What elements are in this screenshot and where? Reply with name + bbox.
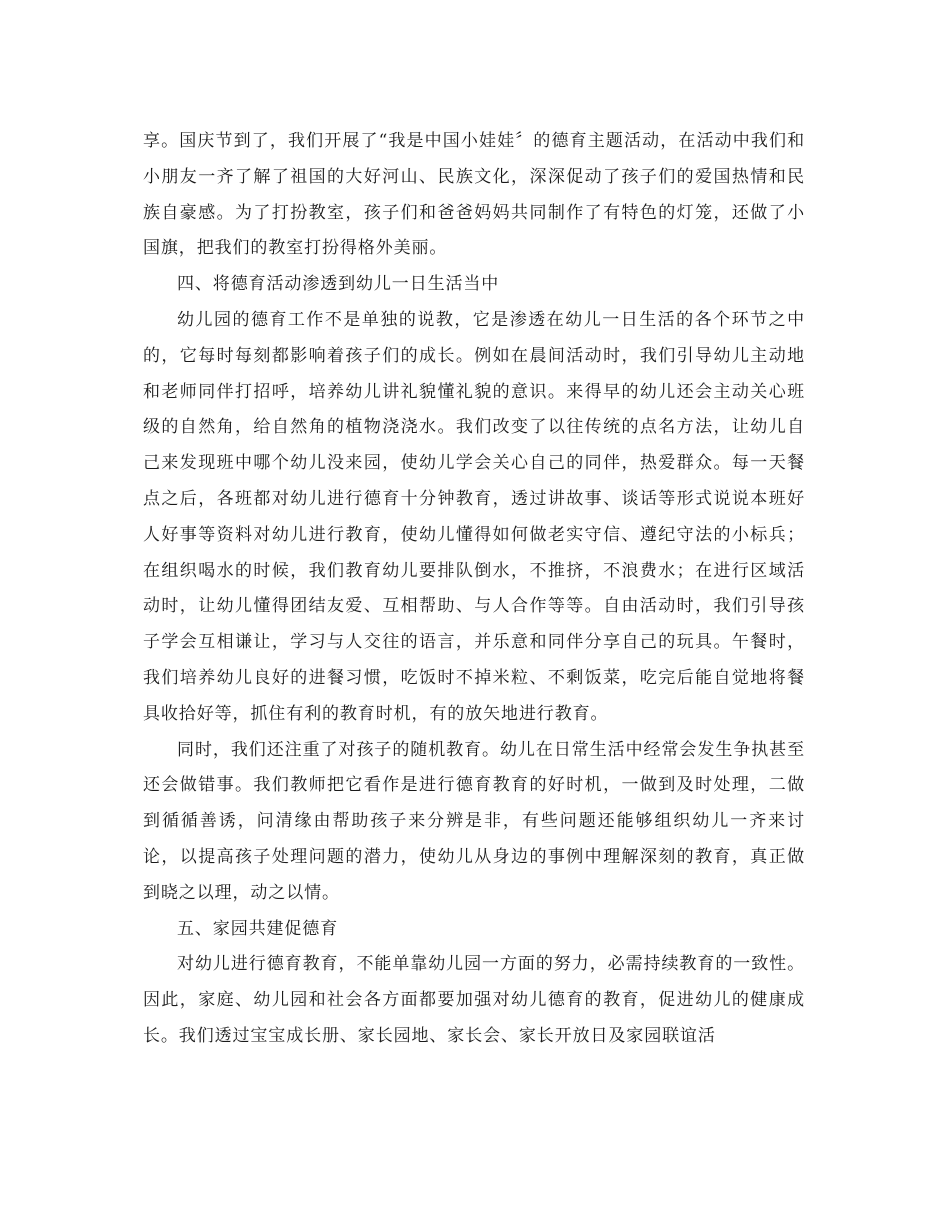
document-body xyxy=(143,124,805,1055)
paragraph-daily-life: 幼儿园的德育工作不是单独的说教，它是渗透在幼儿一日生活的各个环节之中的，它每时每刻都影响着孩子们的成长。例如在晨间活动时，我们引导幼儿主动地和老师同伴打招呼，培养幼儿讲礼貌懂礼貌的意识。来得早的幼儿还会主动关心班级的自然角，给自然角的植物浇浇水。我们改变了以往传统的点名方法，让幼儿自己来发现班中哪个幼儿没来园，使幼儿学会关心自己的同伴，热爱群众。每一天餐点之后，各班都对幼儿进行德育十分钟教育，透过讲故事、谈话等形式说说本班好人好事等资料对幼儿进行教育，使幼儿懂得如何做老实守信、遵纪守法的小标兵；在组织喝水的时候，我们教育幼儿要排队倒水，不推挤，不浪费水；在进行区域活动时，让幼儿懂得团结友爱、互相帮助、与人合作等等。自由活动时，我们引导孩子学会互相谦让，学习与人交往的语言，并乐意和同伴分享自己的玩具。午餐时，我们培养幼儿良好的进餐习惯，吃饭时不掉米粒、不剩饭菜，吃完后能自觉地将餐具收拾好等，抓住有利的教育时机，有的放矢地进行教育。 xyxy=(143,309,805,724)
paragraph-random-education: 同时，我们还注重了对孩子的随机教育。幼儿在日常生活中经常会发生争执甚至还会做错事。我们教师把它看作是进行德育教育的好时机，一做到及时处理，二做到循循善诱，问清缘由帮助孩子来分辨是非，有些问题还能够组织幼儿一齐来讨论，以提高孩子处理问题的潜力，使幼儿从身边的事例中理解深刻的教育，真正做到晓之以理，动之以情。 xyxy=(143,739,805,903)
paragraph-home-school: 对幼儿进行德育教育，不能单靠幼儿园一方面的努力，必需持续教育的一致性。因此，家庭、幼儿园和社会各方面都要加强对幼儿德育的教育，促进幼儿的健康成长。我们透过宝宝成长册、家长园地、家长会、家长开放日及家园联谊活 xyxy=(143,954,805,1046)
paragraph-continuation: 享。国庆节到了，我们开展了“我是中国小娃娃〞的德育主题活动，在活动中我们和小朋友一齐了解了祖国的大好河山、民族文化，深深促动了孩子们的爱国热情和民族自豪感。为了打扮教室，孩子们和爸爸妈妈共同制作了有特色的灯笼，还做了小国旗，把我们的教室打扮得格外美丽。 xyxy=(143,131,805,259)
section-heading-four: 四、将德育活动渗透到幼儿一日生活当中 xyxy=(177,274,500,295)
section-heading-five: 五、家园共建促德育 xyxy=(177,918,339,939)
